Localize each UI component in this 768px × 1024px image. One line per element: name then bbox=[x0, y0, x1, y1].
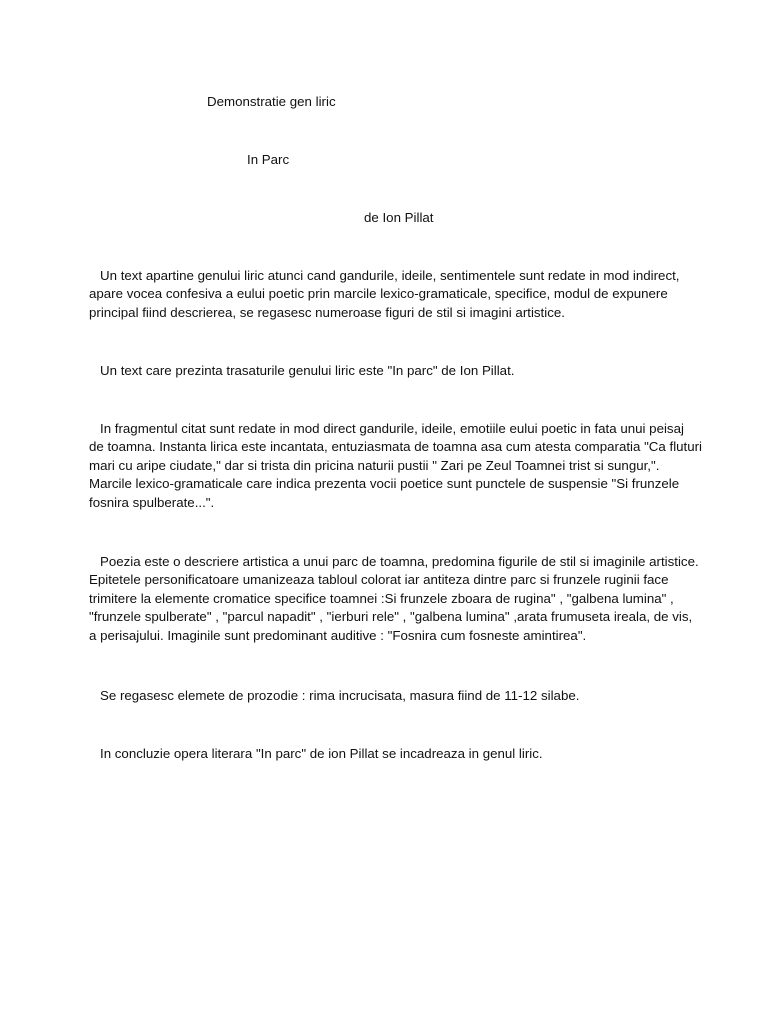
paragraph-line: a perisajului. Imaginile sunt predominant auditive : "Fosnira cum fosneste amintirea". bbox=[89, 627, 587, 643]
paragraph-line: Marcile lexico-gramaticale care indica prezenta vocii poetice sunt punctele de suspensie "Si frunzele bbox=[89, 476, 680, 492]
paragraph-line: apare vocea confesiva a eului poetic prin marcile lexico-gramaticale, specifice, modul de expunere bbox=[89, 286, 668, 302]
paragraph-line: trimitere la elemente cromatice specifice toamnei :Si frunzele zboara de rugina" , "galbena lumina" , bbox=[89, 590, 674, 606]
paragraph-line: "frunzele spulberate" , "parcul napadit" , "ierburi rele" , "galbena lumina" ,arata frumuseta ireala, de vis, bbox=[89, 609, 693, 625]
paragraph-prosody bbox=[89, 687, 689, 705]
paragraph-line: fosnira spulberate...". bbox=[89, 494, 215, 510]
paragraph-line: In concluzie opera literara "In parc" de ion Pillat se incadreaza in genul liric. bbox=[100, 746, 543, 761]
paragraph-line: principal fiind descrierea, se regasesc numeroase figuri de stil si imagini artistice. bbox=[89, 304, 565, 320]
paragraph-line: mari cu aripe ciudate," dar si trista din pricina naturii pustii " Zari pe Zeul Toamnei trist si sungur,". bbox=[89, 457, 660, 473]
paragraph-argument-2 bbox=[89, 553, 699, 645]
author-line: de Ion Pillat bbox=[364, 210, 434, 225]
poem-title: In Parc bbox=[247, 152, 290, 167]
paragraph-line: de toamna. Instanta lirica este incantata, entuziasmata de toamna asa cum atesta comparatia "Ca fluturi bbox=[89, 439, 703, 455]
paragraph-line: Se regasesc elemete de prozodie : rima incrucisata, masura fiind de 11-12 silabe. bbox=[100, 688, 580, 703]
paragraph-line: Un text apartine genului liric atunci cand gandurile, ideile, sentimentele sunt redate in mod indirect, bbox=[100, 268, 680, 283]
paragraph-line: Epitetele personificatoare umanizeaza tabloul colorat iar antiteza dintre parc si frunzele ruginii face bbox=[89, 572, 669, 588]
paragraph-definition bbox=[89, 267, 689, 322]
paragraph-thesis bbox=[89, 362, 689, 380]
paragraph-line: In fragmentul citat sunt redate in mod direct gandurile, ideile, emotiile eului poetic in fata unui peisaj bbox=[100, 421, 684, 436]
paragraph-argument-1 bbox=[89, 420, 703, 512]
paragraph-line: Un text care prezinta trasaturile genului liric este "In parc" de Ion Pillat. bbox=[100, 363, 515, 378]
paragraph-conclusion bbox=[89, 745, 689, 763]
document-heading: Demonstratie gen liric bbox=[207, 94, 336, 109]
paragraph-line: Poezia este o descriere artistica a unui parc de toamna, predomina figurile de stil si imaginile artistice. bbox=[100, 554, 699, 569]
